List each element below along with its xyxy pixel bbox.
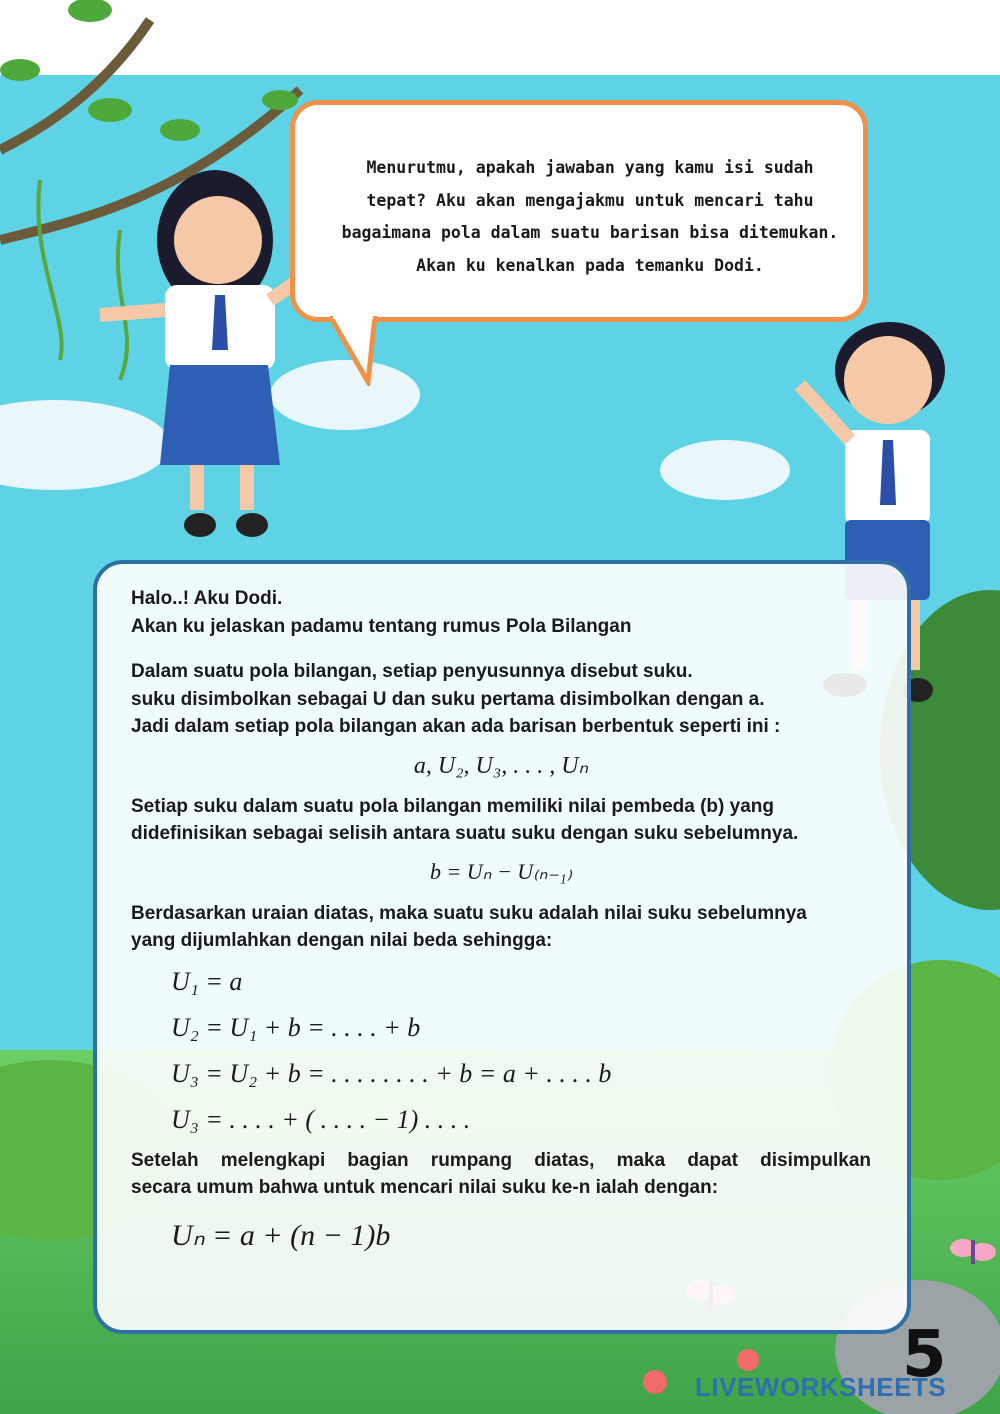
speech-line: Menurutmu, apakah jawaban yang kamu isi sudah <box>366 158 814 177</box>
paragraph-line: Dalam suatu pola bilangan, setiap penyusunnya disebut suku. <box>131 661 693 682</box>
leaf-icon <box>68 0 112 22</box>
speech-bubble-tail <box>330 316 390 386</box>
flower-icon <box>643 1370 667 1394</box>
flower-icon <box>737 1349 759 1371</box>
paragraph-line: yang dijumlahkan dengan nilai beda sehingga: <box>131 930 553 951</box>
paragraph-line: Setiap suku dalam suatu pola bilangan memiliki nilai pembeda (b) yang <box>131 795 774 817</box>
leaf-icon <box>88 98 132 122</box>
intro: Akan ku jelaskan padamu tentang rumus Pola Bilangan <box>131 615 632 637</box>
leaf-icon <box>0 59 40 81</box>
speech-line: bagaimana pola dalam suatu barisan bisa ditemukan. <box>341 223 839 242</box>
leaf-icon <box>262 90 298 110</box>
paragraph-line: Jadi dalam setiap pola bilangan akan ada barisan berbentuk seperti ini : <box>131 716 781 737</box>
card-content <box>131 585 871 1258</box>
equation-u3: U₃ = U₂ + b = . . . . . . . . + b = a + . . . . b <box>171 1058 612 1088</box>
paragraph-line: suku disimbolkan sebagai U dan suku pertama disimbolkan dengan a. <box>131 688 765 710</box>
speech-line: tepat? Aku akan mengajakmu untuk mencari tahu <box>366 190 814 210</box>
difference-formula: b = Uₙ − U₍ₙ₋₁₎ <box>429 858 573 884</box>
paragraph-line: didefinisikan sebagai selisih antara suatu suku dengan suku sebelumnya. <box>131 823 799 844</box>
paragraph-line: Setelah melengkapi bagian rumpang diatas, maka dapat disimpulkan <box>131 1149 871 1171</box>
leaf-icon <box>160 119 200 141</box>
sequence-formula: a, U₂, U₃, . . . , Uₙ <box>413 752 589 779</box>
butterfly-icon <box>950 1239 996 1264</box>
equation-u1: U₁ = a <box>171 966 243 996</box>
equation-u2: U₂ = U₁ + b = . . . . + b <box>171 1012 421 1042</box>
paragraph-line: Berdasarkan uraian diatas, maka suatu suku adalah nilai suku sebelumnya <box>131 902 807 924</box>
equation-u3-general: U₃ = . . . . + ( . . . . − 1) . . . . <box>171 1104 471 1134</box>
speech-bubble-text <box>310 152 870 282</box>
greeting: Halo..! Aku Dodi. <box>131 588 283 609</box>
general-formula: Uₙ = a + (n − 1)b <box>171 1218 391 1252</box>
speech-line: Akan ku kenalkan pada temanku Dodi. <box>416 255 764 275</box>
page-number: 5 <box>902 1318 947 1392</box>
paragraph-line: secara umum bahwa untuk mencari nilai suku ke-n ialah dengan: <box>131 1177 719 1198</box>
watermark: LIVEWORKSHEETS <box>695 1372 947 1402</box>
